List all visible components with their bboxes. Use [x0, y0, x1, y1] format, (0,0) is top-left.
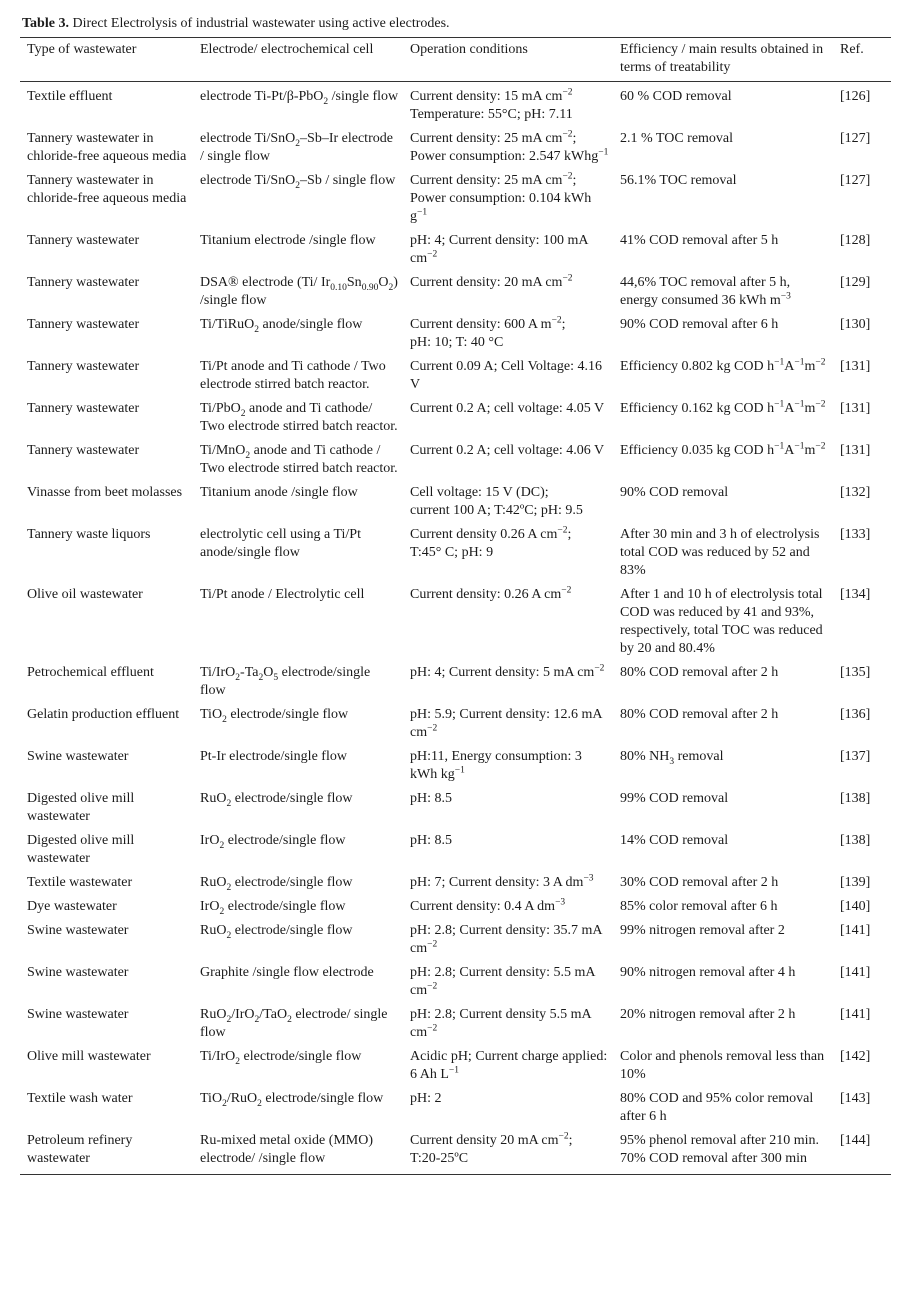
- table-row: [20, 586, 891, 664]
- cell-wastewater-type: Vinasse from beet molasses: [27, 485, 183, 500]
- cell-wastewater-type: Tannery wastewater in chloride-free aqueous media: [27, 173, 187, 206]
- table-row: [20, 172, 891, 232]
- cell-efficiency-results: Efficiency 0.162 kg COD $h^{-1}A^{-1}m^{-2}$: [620, 399, 826, 416]
- table-row: [20, 1048, 891, 1090]
- table-body: [20, 82, 891, 1175]
- cell-operation-conditions: Current 0.2 A; cell voltage: 4.06 V: [410, 443, 605, 458]
- cell-wastewater-type: Swine wastewater: [27, 923, 129, 938]
- cell-operation-conditions: pH: 2: [410, 1091, 442, 1106]
- cell-operation-conditions: Current density: 0.4 A $dm^{-3}$: [410, 897, 566, 914]
- header-ref: Ref.: [840, 42, 864, 57]
- cell-ref: [134]: [840, 587, 871, 602]
- table-row: [20, 232, 891, 274]
- cell-efficiency-results: 20% nitrogen removal after 2 h: [620, 1007, 796, 1022]
- cell-ref: [139]: [840, 875, 871, 890]
- cell-electrode-cell: Ti/PbO$_2$ anode and Ti cathode/ Two electrode stirred batch reactor.: [200, 401, 398, 434]
- cell-operation-conditions: Acidic pH; Current charge applied: 6 Ah $L^{-1}$: [410, 1049, 608, 1082]
- cell-wastewater-type: Swine wastewater: [27, 1007, 129, 1022]
- table-row: [20, 922, 891, 964]
- cell-ref: [131]: [840, 359, 871, 374]
- cell-ref: [130]: [840, 317, 871, 332]
- cell-electrode-cell: RuO$_2$ electrode/single flow: [200, 923, 353, 941]
- cell-efficiency-results: 30% COD removal after 2 h: [620, 875, 779, 890]
- cell-ref: [128]: [840, 233, 871, 248]
- table-row: [20, 274, 891, 316]
- cell-ref: [131]: [840, 443, 871, 458]
- cell-wastewater-type: Gelatin production effluent: [27, 707, 180, 722]
- cell-electrode-cell: RuO$_2$/IrO$_2$/TaO$_2$ electrode/ single flow: [200, 1007, 388, 1040]
- cell-efficiency-results: Color and phenols removal less than 10%: [620, 1049, 825, 1082]
- table-row: [20, 874, 891, 898]
- cell-ref: [140]: [840, 899, 871, 914]
- cell-ref: [137]: [840, 749, 871, 764]
- cell-wastewater-type: Tannery wastewater: [27, 275, 140, 290]
- cell-efficiency-results: 85% color removal after 6 h: [620, 899, 778, 914]
- cell-electrode-cell: RuO$_2$ electrode/single flow: [200, 875, 353, 893]
- cell-ref: [141]: [840, 1007, 871, 1022]
- cell-operation-conditions: Cell voltage: 15 V (DC); current 100 A; T:42ºC; pH: 9.5: [410, 485, 583, 518]
- cell-electrode-cell: Ti/Pt anode / Electrolytic cell: [200, 587, 365, 602]
- cell-efficiency-results: 44,6% TOC removal after 5 h, energy consumed 36 kWh $m^{-3}$: [620, 275, 791, 308]
- cell-wastewater-type: Tannery wastewater: [27, 317, 140, 332]
- cell-operation-conditions: Current density: 25 mA $cm^{-2}$; Power consumption: 0.104 kWh $g^{-1}$: [410, 171, 592, 224]
- cell-operation-conditions: pH: 2.8; Current density 5.5 mA $cm^{-2}$: [410, 1007, 591, 1040]
- data-table: [20, 37, 891, 1175]
- cell-electrode-cell: Ti/IrO$_2$ electrode/single flow: [200, 1049, 362, 1067]
- cell-efficiency-results: 80% $NH_3$ removal: [620, 749, 724, 767]
- cell-wastewater-type: Textile wastewater: [27, 875, 133, 890]
- cell-efficiency-results: 90% COD removal: [620, 485, 729, 500]
- table-row: [20, 664, 891, 706]
- cell-efficiency-results: After 30 min and 3 h of electrolysis total COD was reduced by 52 and 83%: [620, 527, 820, 578]
- table-row: [20, 358, 891, 400]
- cell-efficiency-results: 80% COD removal after 2 h: [620, 707, 779, 722]
- cell-efficiency-results: 99% nitrogen removal after 2: [620, 923, 785, 938]
- cell-operation-conditions: pH: 5.9; Current density: 12.6 mA $cm^{-2}$: [410, 707, 602, 740]
- cell-operation-conditions: Current 0.2 A; cell voltage: 4.05 V: [410, 401, 605, 416]
- cell-ref: [133]: [840, 527, 871, 542]
- cell-wastewater-type: Textile effluent: [27, 89, 113, 104]
- cell-electrode-cell: IrO$_2$ electrode/single flow: [200, 833, 346, 851]
- cell-ref: [138]: [840, 791, 871, 806]
- cell-electrode-cell: Pt-Ir electrode/single flow: [200, 749, 347, 764]
- cell-ref: [132]: [840, 485, 871, 500]
- cell-efficiency-results: 41% COD removal after 5 h: [620, 233, 779, 248]
- header-efficiency-results: Efficiency / main results obtained in terms of treatability: [620, 42, 824, 75]
- table-row: [20, 316, 891, 358]
- table-row: [20, 82, 891, 131]
- cell-efficiency-results: 56.1% TOC removal: [620, 173, 737, 188]
- header-wastewater-type: Type of wastewater: [27, 42, 137, 57]
- cell-electrode-cell: Ru-mixed metal oxide (MMO) electrode/ /single flow: [200, 1133, 374, 1166]
- cell-operation-conditions: Current density: 25 mA $cm^{-2}$; Power consumption: 2.547 kWhg$^{-1}$: [410, 129, 609, 164]
- table-row: [20, 526, 891, 586]
- cell-electrode-cell: IrO$_2$ electrode/single flow: [200, 899, 346, 917]
- cell-ref: [136]: [840, 707, 871, 722]
- cell-operation-conditions: Current density: 0.26 A $cm^{-2}$: [410, 585, 572, 602]
- cell-ref: [141]: [840, 923, 871, 938]
- cell-ref: [131]: [840, 401, 871, 416]
- table-row: [20, 1006, 891, 1048]
- cell-electrode-cell: Graphite /single flow electrode: [200, 965, 374, 980]
- header-operation-conditions: Operation conditions: [410, 42, 528, 57]
- cell-operation-conditions: pH: 4; Current density: 5 mA $cm^{-2}$: [410, 663, 605, 680]
- table-row: [20, 790, 891, 832]
- cell-ref: [141]: [840, 965, 871, 980]
- cell-operation-conditions: Current density 20 mA $cm^{-2}$; T:20-25ºC: [410, 1131, 573, 1166]
- cell-ref: [127]: [840, 173, 871, 188]
- cell-efficiency-results: 95% phenol removal after 210 min. 70% COD removal after 300 min: [620, 1133, 820, 1166]
- cell-electrode-cell: Ti/Pt anode and Ti cathode / Two electrode stirred batch reactor.: [200, 359, 386, 392]
- cell-ref: [135]: [840, 665, 871, 680]
- table-row: [20, 400, 891, 442]
- cell-efficiency-results: After 1 and 10 h of electrolysis total COD was reduced by 41 and 93%, respectively, total TOC was reduced by 20 and 80.4%: [620, 587, 823, 656]
- cell-wastewater-type: Tannery wastewater: [27, 233, 140, 248]
- table-row: [20, 748, 891, 790]
- cell-operation-conditions: Current density: 15 mA $cm^{-2}$ Temperature: 55°C; pH: 7.11: [410, 87, 573, 122]
- header-electrode-cell: Electrode/ electrochemical cell: [200, 42, 374, 57]
- table-row: [20, 130, 891, 172]
- cell-wastewater-type: Digested olive mill wastewater: [27, 833, 135, 866]
- cell-efficiency-results: 14% COD removal: [620, 833, 729, 848]
- cell-ref: [127]: [840, 131, 871, 146]
- cell-operation-conditions: pH: 7; Current density: 3 A $dm^{-3}$: [410, 873, 594, 890]
- cell-efficiency-results: Efficiency 0.035 kg COD $h^{-1}A^{-1}m^{-2}$: [620, 441, 826, 458]
- cell-electrode-cell: $Ti/IrO_2-Ta_2O_5$ electrode/single flow: [200, 665, 371, 698]
- cell-wastewater-type: Digested olive mill wastewater: [27, 791, 135, 824]
- cell-ref: [143]: [840, 1091, 871, 1106]
- cell-ref: [142]: [840, 1049, 871, 1064]
- cell-operation-conditions: Current density: 20 mA $cm^{-2}$: [410, 273, 573, 290]
- cell-efficiency-results: 90% nitrogen removal after 4 h: [620, 965, 796, 980]
- cell-electrode-cell: TiO$_2$/RuO$_2$ electrode/single flow: [200, 1091, 384, 1109]
- cell-ref: [144]: [840, 1133, 871, 1148]
- cell-electrode-cell: Titanium anode /single flow: [200, 485, 358, 500]
- cell-electrode-cell: Titanium electrode /single flow: [200, 233, 376, 248]
- cell-electrode-cell: electrode Ti/SnO$_2$–Sb–Ir electrode / single flow: [200, 131, 393, 164]
- table-row: [20, 484, 891, 526]
- cell-wastewater-type: Tannery wastewater: [27, 401, 140, 416]
- cell-electrode-cell: electrode Ti-Pt/β-PbO$_2$ /single flow: [200, 89, 399, 107]
- cell-wastewater-type: Olive mill wastewater: [27, 1049, 151, 1064]
- cell-efficiency-results: 99% COD removal: [620, 791, 729, 806]
- table-row: [20, 706, 891, 748]
- cell-operation-conditions: Current 0.09 A; Cell Voltage: 4.16 V: [410, 359, 602, 392]
- table-row: [20, 1132, 891, 1175]
- table-caption-text: Direct Electrolysis of industrial wastewater using active electrodes.: [68, 16, 450, 31]
- cell-wastewater-type: Tannery waste liquors: [27, 527, 151, 542]
- table-row: [20, 1090, 891, 1132]
- cell-operation-conditions: pH: 8.5: [410, 833, 452, 848]
- cell-ref: [126]: [840, 89, 871, 104]
- table-row: [20, 964, 891, 1006]
- table-row: [20, 832, 891, 874]
- cell-wastewater-type: Tannery wastewater: [27, 443, 140, 458]
- cell-efficiency-results: 2.1 % TOC removal: [620, 131, 734, 146]
- cell-wastewater-type: Petrochemical effluent: [27, 665, 154, 680]
- cell-electrode-cell: electrode Ti/SnO$_2$–Sb / single flow: [200, 173, 396, 191]
- cell-electrode-cell: TiO$_2$ electrode/single flow: [200, 707, 349, 725]
- table-row: [20, 442, 891, 484]
- cell-wastewater-type: Olive oil wastewater: [27, 587, 143, 602]
- cell-electrode-cell: RuO$_2$ electrode/single flow: [200, 791, 353, 809]
- cell-operation-conditions: pH: 4; Current density: 100 mA $cm^{-2}$: [410, 233, 588, 266]
- cell-wastewater-type: Swine wastewater: [27, 749, 129, 764]
- cell-wastewater-type: Swine wastewater: [27, 965, 129, 980]
- cell-operation-conditions: Current density: 600 A $m^{-2}$; pH: 10; T: 40 °C: [410, 315, 566, 350]
- cell-efficiency-results: 90% COD removal after 6 h: [620, 317, 779, 332]
- cell-wastewater-type: Tannery wastewater: [27, 359, 140, 374]
- cell-operation-conditions: pH: 8.5: [410, 791, 452, 806]
- cell-electrode-cell: Ti/TiRuO$_2$ anode/single flow: [200, 317, 363, 335]
- cell-electrode-cell: Ti/MnO$_2$ anode and Ti cathode / Two electrode stirred batch reactor.: [200, 443, 398, 476]
- cell-efficiency-results: 80% COD and 95% color removal after 6 h: [620, 1091, 814, 1124]
- table-caption-label: Table 3.: [22, 16, 69, 31]
- table-row: [20, 898, 891, 922]
- cell-efficiency-results: 60 % COD removal: [620, 89, 732, 104]
- cell-operation-conditions: pH: 2.8; Current density: 5.5 mA $cm^{-2}$: [410, 965, 595, 998]
- cell-ref: [138]: [840, 833, 871, 848]
- cell-operation-conditions: pH: 2.8; Current density: 35.7 mA $cm^{-2}$: [410, 923, 602, 956]
- cell-electrode-cell: electrolytic cell using a Ti/Pt anode/single flow: [200, 527, 361, 560]
- table-header-row: [20, 38, 891, 82]
- cell-wastewater-type: Petroleum refinery wastewater: [27, 1133, 133, 1166]
- cell-operation-conditions: pH:11, Energy consumption: 3 kWh $kg^{-1}$: [410, 749, 582, 782]
- cell-wastewater-type: Dye wastewater: [27, 899, 117, 914]
- cell-wastewater-type: Tannery wastewater in chloride-free aqueous media: [27, 131, 187, 164]
- cell-electrode-cell: DSA® electrode (Ti/ $Ir_{0.10}Sn_{0.90}O_2$) /single flow: [200, 275, 398, 308]
- cell-operation-conditions: Current density 0.26 A $cm^{-2}$; T:45° C; pH: 9: [410, 525, 572, 560]
- cell-efficiency-results: Efficiency 0.802 kg COD $h^{-1}A^{-1}m^{-2}$: [620, 357, 826, 374]
- cell-efficiency-results: 80% COD removal after 2 h: [620, 665, 779, 680]
- table-caption: [22, 15, 450, 33]
- cell-ref: [129]: [840, 275, 871, 290]
- cell-wastewater-type: Textile wash water: [27, 1091, 133, 1106]
